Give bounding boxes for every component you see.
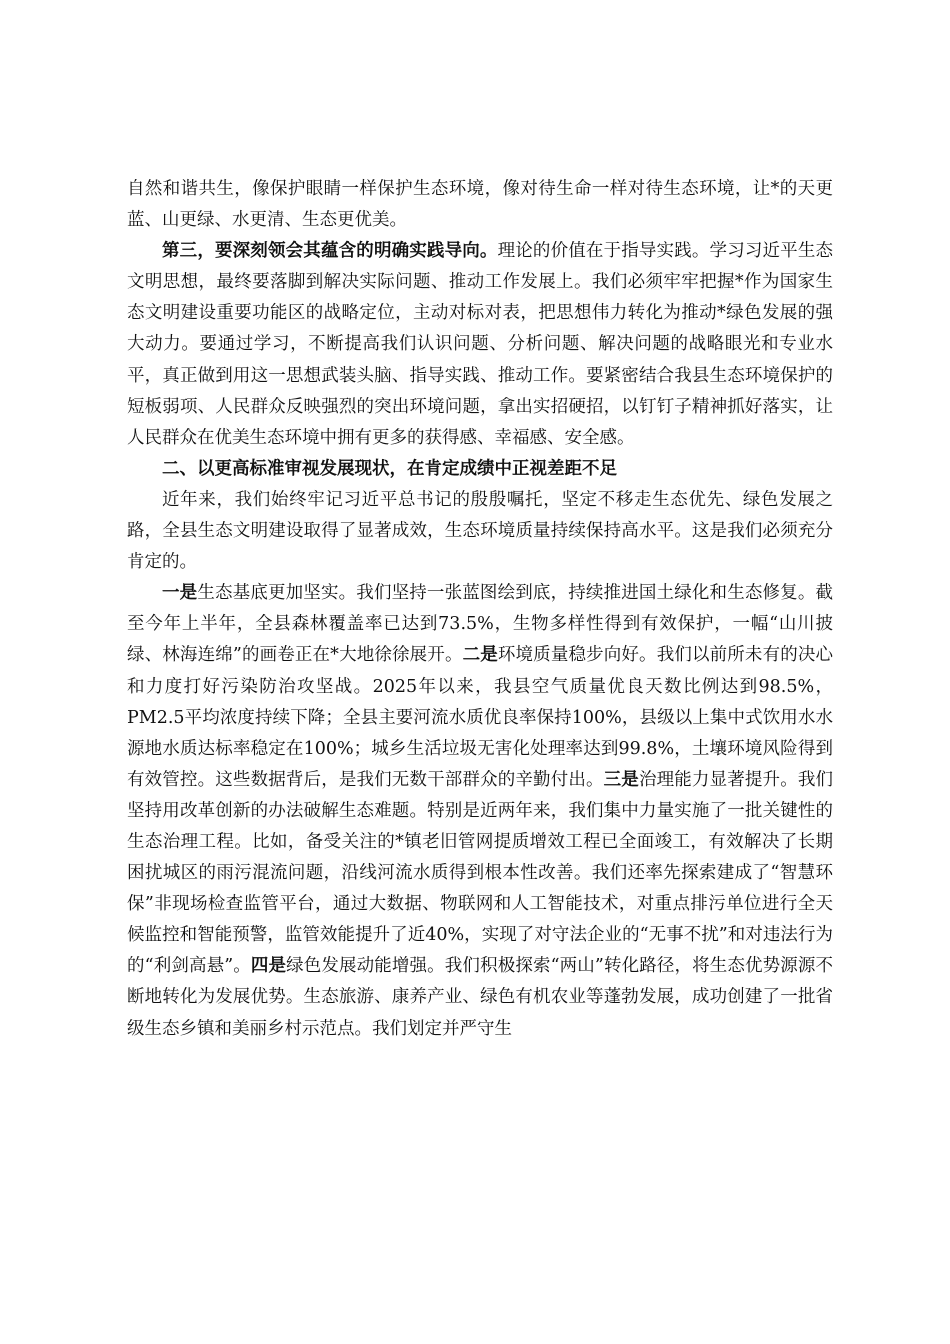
- section-heading-2: 二、以更高标准审视发展现状，在肯定成绩中正视差距不足: [162, 458, 617, 479]
- point-2-body: 环境质量稳步向好。我们以前所未有的决心和力度打好污染防治攻坚战。2025年以来，我县空气质量优良天数比例达到98.5%，PM2.5平均浓度持续下降；全县主要河流水质优良率保持100%，县级以上集中式饮用水水源地水质达标率稳定在100%；城乡生活垃圾无害化处理率达到99.8%，土壤环境风险得到有效管控。这些数据背后，是我们无数干部群众的辛勤付出。: [127, 645, 833, 790]
- point-4-lead: 四是: [250, 956, 287, 977]
- paragraph-2-lead: 第三，要深刻领会其蕴含的明确实践导向。: [162, 241, 498, 262]
- point-4-body: 绿色发展动能增强。我们积极探索“两山”转化路径，将生态优势源源不断地转化为发展优势。生态旅游、康养产业、绿色有机农业等蓬勃发展，成功创建了一批省级生态乡镇和美丽乡村示范点。我们划定并严守生: [127, 956, 833, 1039]
- paragraph-1: 自然和谐共生，像保护眼睛一样保护生态环境，像对待生命一样对待生态环境，让*的天更蓝、山更绿、水更清、生态更优美。: [127, 179, 833, 231]
- paragraph-3: 近年来，我们始终牢记习近平总书记的殷殷嘱托，坚定不移走生态优先、绿色发展之路，全县生态文明建设取得了显著成效，生态环境质量持续保持高水平。这是我们必须充分肯定的。: [127, 489, 833, 573]
- point-3-lead: 三是: [603, 769, 639, 790]
- point-2-lead: 二是: [462, 645, 498, 666]
- document-page: [127, 174, 833, 1045]
- point-1-lead: 一是: [162, 583, 198, 604]
- paragraph-2: [127, 236, 833, 454]
- point-1-body: 生态基底更加坚实。我们坚持一张蓝图绘到底，持续推进国土绿化和生态修复。截至今年上半年，全县森林覆盖率已达到73.5%，生物多样性得到有效保护，一幅“山川披绿、林海连绵”的画卷正在*大地徐徐展开。: [127, 583, 834, 666]
- point-3-body: 治理能力显著提升。我们坚持用改革创新的办法破解生态难题。特别是近两年来，我们集中力量实施了一批关键性的生态治理工程。比如，备受关注的*镇老旧管网提质增效工程已全面竣工，有效解决了长期困扰城区的雨污混流问题，沿线河流水质得到根本性改善。我们还率先探索建成了“智慧环保”非现场检查监管平台，通过大数据、物联网和人工智能技术，对重点排污单位进行全天候监控和智能预警，监管效能提升了近40%，实现了对守法企业的“无事不扰”和对违法行为的“利剑高悬”。: [127, 769, 834, 977]
- paragraph-4: [127, 578, 833, 1044]
- paragraph-2-body: 理论的价值在于指导实践。学习习近平生态文明思想，最终要落脚到解决实际问题、推动工作发展上。我们必须牢牢把握*作为国家生态文明建设重要功能区的战略定位，主动对标对表，把思想伟力转化为推动*绿色发展的强大动力。要通过学习，不断提高我们认识问题、分析问题、解决问题的战略眼光和专业水平，真正做到用这一思想武装头脑、指导实践、推动工作。要紧密结合我县生态环境保护的短板弱项、人民群众反映强烈的突出环境问题，拿出实招硬招，以钉钉子精神抓好落实，让人民群众在优美生态环境中拥有更多的获得感、幸福感、安全感。: [127, 241, 834, 448]
